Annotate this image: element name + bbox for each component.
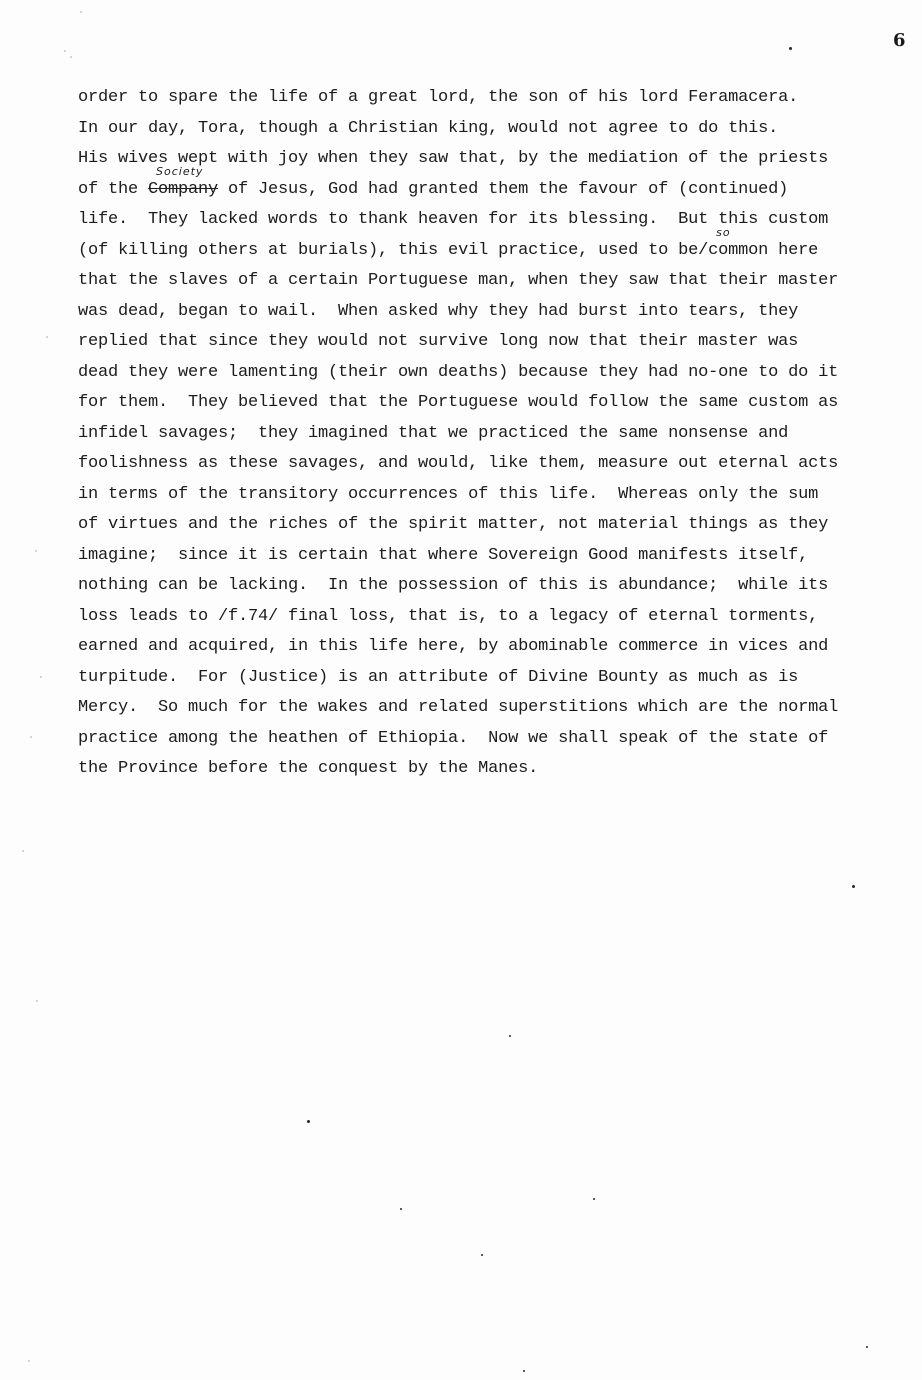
scan-speck — [789, 47, 792, 50]
text-line: earned and acquired, in this life here, by abominable commerce in vices and — [78, 637, 829, 656]
scan-speck — [307, 1120, 310, 1123]
scan-speck — [866, 1346, 868, 1348]
text-line: the Province before the conquest by the Manes. — [78, 759, 539, 778]
text-line: turpitude. For (Justice) is an attribute of Divine Bounty as much as is — [78, 667, 799, 687]
line-segment: common here — [708, 240, 819, 260]
margin-speck — [22, 850, 24, 852]
margin-speck — [28, 1360, 30, 1362]
text-line: was dead, began to wail. When asked why they had burst into tears, they — [78, 301, 799, 321]
text-line-with-insertion — [78, 225, 878, 267]
text-line: order to spare the life of a great lord, the son of his lord Feramacera. — [78, 88, 799, 107]
text-line: nothing can be lacking. In the possession of this is abundance; while its — [78, 576, 829, 595]
text-line: Mercy. So much for the wakes and related superstitions which are the normal — [78, 698, 839, 717]
text-line: of virtues and the riches of the spirit matter, not material things as they — [78, 515, 829, 534]
handwritten-correction — [148, 164, 219, 199]
scan-speck — [400, 1208, 402, 1210]
text-line: loss leads to /f.74/ final loss, that is, to a legacy of eternal torments, — [78, 606, 819, 626]
text-line: replied that since they would not survive long now that their master was — [78, 332, 799, 351]
line-segment: (of killing others at burials), this evil practice, used to be/ — [78, 240, 709, 260]
scan-speck — [481, 1254, 483, 1256]
scan-speck — [852, 885, 855, 888]
margin-speck — [30, 736, 32, 738]
margin-speck — [35, 550, 37, 552]
body-text — [78, 83, 878, 785]
text-line: that the slaves of a certain Portuguese man, when they saw that their master — [78, 271, 839, 290]
inserted-so: so — [716, 225, 731, 239]
text-line: for them. They believed that the Portuguese would follow the same custom as — [78, 393, 839, 412]
text-line: In our day, Tora, though a Christian king, would not agree to do this. — [78, 118, 779, 138]
text-line: practice among the heathen of Ethiopia. Now we shall speak of the state of — [78, 728, 829, 748]
margin-speck — [40, 676, 42, 678]
line-segment: of the — [78, 179, 149, 199]
inserted-word: Society — [156, 164, 204, 178]
margin-speck — [70, 56, 72, 58]
margin-speck — [64, 50, 66, 52]
text-line: imagine; since it is certain that where Sovereign Good manifests itself, — [78, 545, 809, 565]
scan-speck — [509, 1035, 511, 1037]
text-line: life. They lacked words to thank heaven for its blessing. But this custom — [78, 210, 829, 229]
margin-speck — [36, 1000, 38, 1002]
text-line: foolishness as these savages, and would, like them, measure out eternal acts — [78, 454, 839, 473]
text-line-with-correction — [78, 164, 878, 206]
margin-speck — [80, 11, 82, 13]
text-line: dead they were lamenting (their own deaths) because they had no-one to do it — [78, 362, 839, 382]
scan-speck — [523, 1370, 525, 1372]
scan-speck — [593, 1198, 595, 1200]
margin-speck — [46, 336, 48, 338]
text-line: in terms of the transitory occurrences of this life. Whereas only the sum — [78, 484, 819, 504]
text-line: infidel savages; they imagined that we practiced the same nonsense and — [78, 423, 789, 443]
struck-word: Company — [148, 179, 219, 199]
text-line: His wives wept with joy when they saw that, by the mediation of the priests — [78, 149, 829, 168]
line-segment: of Jesus, God had granted them the favour of (continued) — [218, 179, 789, 199]
page-number: 6 — [893, 30, 906, 51]
